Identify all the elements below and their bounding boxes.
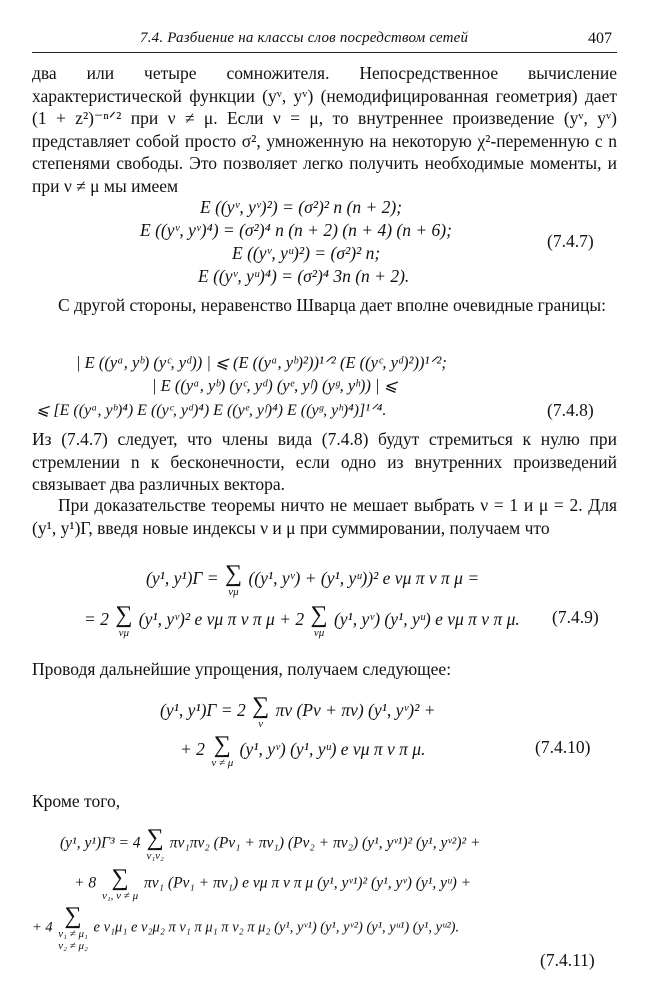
eq-7-4-10-l1-right: πν (Pν + πν) (y¹, yᵛ)² +	[275, 700, 436, 721]
eq-7-4-8-line-1: | E ((yᵃ, yᵇ) (yᶜ, yᵈ)) | ⩽ (E ((yᵃ, yᵇ)²))¹ᐟ² (E ((yᶜ, yᵈ)²))¹ᐟ²;	[76, 353, 447, 372]
eq-7-4-11-line-1	[60, 826, 480, 862]
eq-7-4-7-line-3: E ((yᵛ, yᵘ)²) = (σ²)² n;	[232, 243, 381, 263]
sum-operator: ∑ ν ≠ μ	[211, 732, 234, 769]
eq-7-4-9-l1-left: (y¹, y¹)Γ =	[146, 568, 219, 589]
eq-7-4-7-line-2: E ((yᵛ, yᵛ)⁴) = (σ²)⁴ n (n + 2) (n + 4) (n + 6);	[140, 220, 452, 240]
eq-7-4-9-l1-right: ((y¹, yᵛ) + (y¹, yᵘ))² e νμ π ν π μ =	[248, 568, 480, 589]
eq-7-4-9-l2-c: (y¹, yᵛ) (y¹, yᵘ) e νμ π ν π μ.	[333, 609, 520, 630]
eq-number-7-4-11: (7.4.11)	[540, 950, 595, 970]
eq-7-4-11-l2-right: πν₁ (Pν₁ + πν₁) e νμ π ν π μ (y¹, yᵛ¹)² (y¹, yᵛ) (y¹, yᵘ) +	[144, 874, 472, 892]
paragraph-6: Кроме того,	[32, 791, 121, 811]
eq-7-4-11-l2-left: + 8	[74, 874, 97, 892]
paragraph-4: При доказательстве теоремы ничто не мешает выбрать ν = 1 и μ = 2. Для (y¹, y¹)Γ, введя новые индексы ν и μ при суммировании, получаем что	[32, 495, 617, 538]
eq-7-4-8-line-3: ⩽ [E ((yᵃ, yᵇ)⁴) E ((yᶜ, yᵈ)⁴) E ((yᵉ, yᶠ)⁴) E ((yᵍ, yʰ)⁴)]¹ᐟ⁴.	[36, 402, 387, 419]
eq-7-4-9-l2-a: = 2	[84, 609, 109, 630]
paragraph-1: два или четыре сомножителя. Непосредственное вычисление характеристической функции (yᵛ, yᵛ) (немодифицированная геометрия) дает (1 + z²)⁻ⁿᐟ² при ν ≠ μ. Если ν = μ, то внутреннее произведение (yᵛ, yᵛ) представляет собой просто σ², умноженную на некоторую χ²-переменную с n степенями свободы. Это позволяет легко получить необходимые моменты, и при ν ≠ μ мы имеем	[32, 63, 617, 196]
eq-7-4-11-l3-left: + 4	[32, 919, 53, 936]
eq-number-7-4-10: (7.4.10)	[535, 737, 591, 757]
header-rule	[32, 52, 617, 53]
eq-7-4-10-l2-left: + 2	[180, 739, 205, 760]
eq-7-4-11-l1-right: πν₁πν₂ (Pν₁ + πν₁) (Pν₂ + πν₂) (y¹, yᵛ¹)² (y¹, yᵛ²)² +	[169, 834, 481, 852]
eq-number-7-4-8: (7.4.8)	[547, 400, 594, 420]
running-header-title: 7.4. Разбиение на классы слов посредством сетей	[140, 30, 469, 46]
eq-7-4-9-line-1	[146, 562, 479, 598]
sum-operator: ∑ ν	[252, 693, 270, 730]
eq-7-4-7-line-1: E ((yᵛ, yᵛ)²) = (σ²)² n (n + 2);	[200, 197, 403, 217]
sum-operator: ∑ νμ	[115, 602, 133, 639]
eq-number-7-4-9: (7.4.9)	[552, 607, 599, 627]
paragraph-5: Проводя дальнейшие упрощения, получаем следующее:	[32, 659, 452, 679]
eq-7-4-10-line-2	[180, 733, 425, 769]
eq-7-4-10-line-1	[160, 694, 436, 730]
sum-operator: ∑ νμ	[310, 602, 328, 639]
sum-operator: ∑ ν₁, ν ≠ μ	[101, 865, 139, 902]
sum-operator: ∑ ν₁ ≠ μ₁ ν₂ ≠ μ₂	[58, 903, 88, 952]
eq-7-4-11-l3-right: e ν₁μ₁ e ν₂μ₂ π ν₁ π μ₁ π ν₂ π μ₂ (y¹, yᵛ¹) (y¹, yᵛ²) (y¹, yᵘ¹) (y¹, yᵘ²).	[93, 919, 460, 936]
eq-number-7-4-7: (7.4.7)	[547, 231, 594, 251]
eq-7-4-10-l1-left: (y¹, y¹)Γ = 2	[160, 700, 246, 721]
eq-7-4-7-line-4: E ((yᵛ, yᵘ)⁴) = (σ²)⁴ 3n (n + 2).	[198, 266, 410, 286]
paragraph-3: Из (7.4.7) следует, что члены вида (7.4.8) будут стремиться к нулю при стремлении n к бесконечности, если одно из внутренних произведений связывает два различных вектора.	[32, 429, 617, 494]
sum-operator: ∑ νμ	[224, 561, 243, 598]
eq-7-4-11-line-3	[32, 904, 459, 952]
eq-7-4-9-l2-b: (y¹, yᵛ)² e νμ π ν π μ + 2	[138, 609, 305, 630]
paragraph-2: С другой стороны, неравенство Шварца дает вполне очевидные границы:	[58, 295, 607, 315]
eq-7-4-8-line-2: | E ((yᵃ, yᵇ) (yᶜ, yᵈ) (yᵉ, yᶠ) (yᵍ, yʰ)) | ⩽	[152, 376, 398, 395]
eq-7-4-11-l1-left: (y¹, y¹)Γ³ = 4	[60, 834, 141, 852]
page-number: 407	[588, 30, 612, 47]
eq-7-4-10-l2-right: (y¹, yᵛ) (y¹, yᵘ) e νμ π ν π μ.	[239, 739, 426, 760]
eq-7-4-9-line-2	[84, 603, 520, 639]
eq-7-4-11-line-2	[74, 866, 471, 902]
sum-operator: ∑ ν₁ν₂	[146, 825, 164, 862]
